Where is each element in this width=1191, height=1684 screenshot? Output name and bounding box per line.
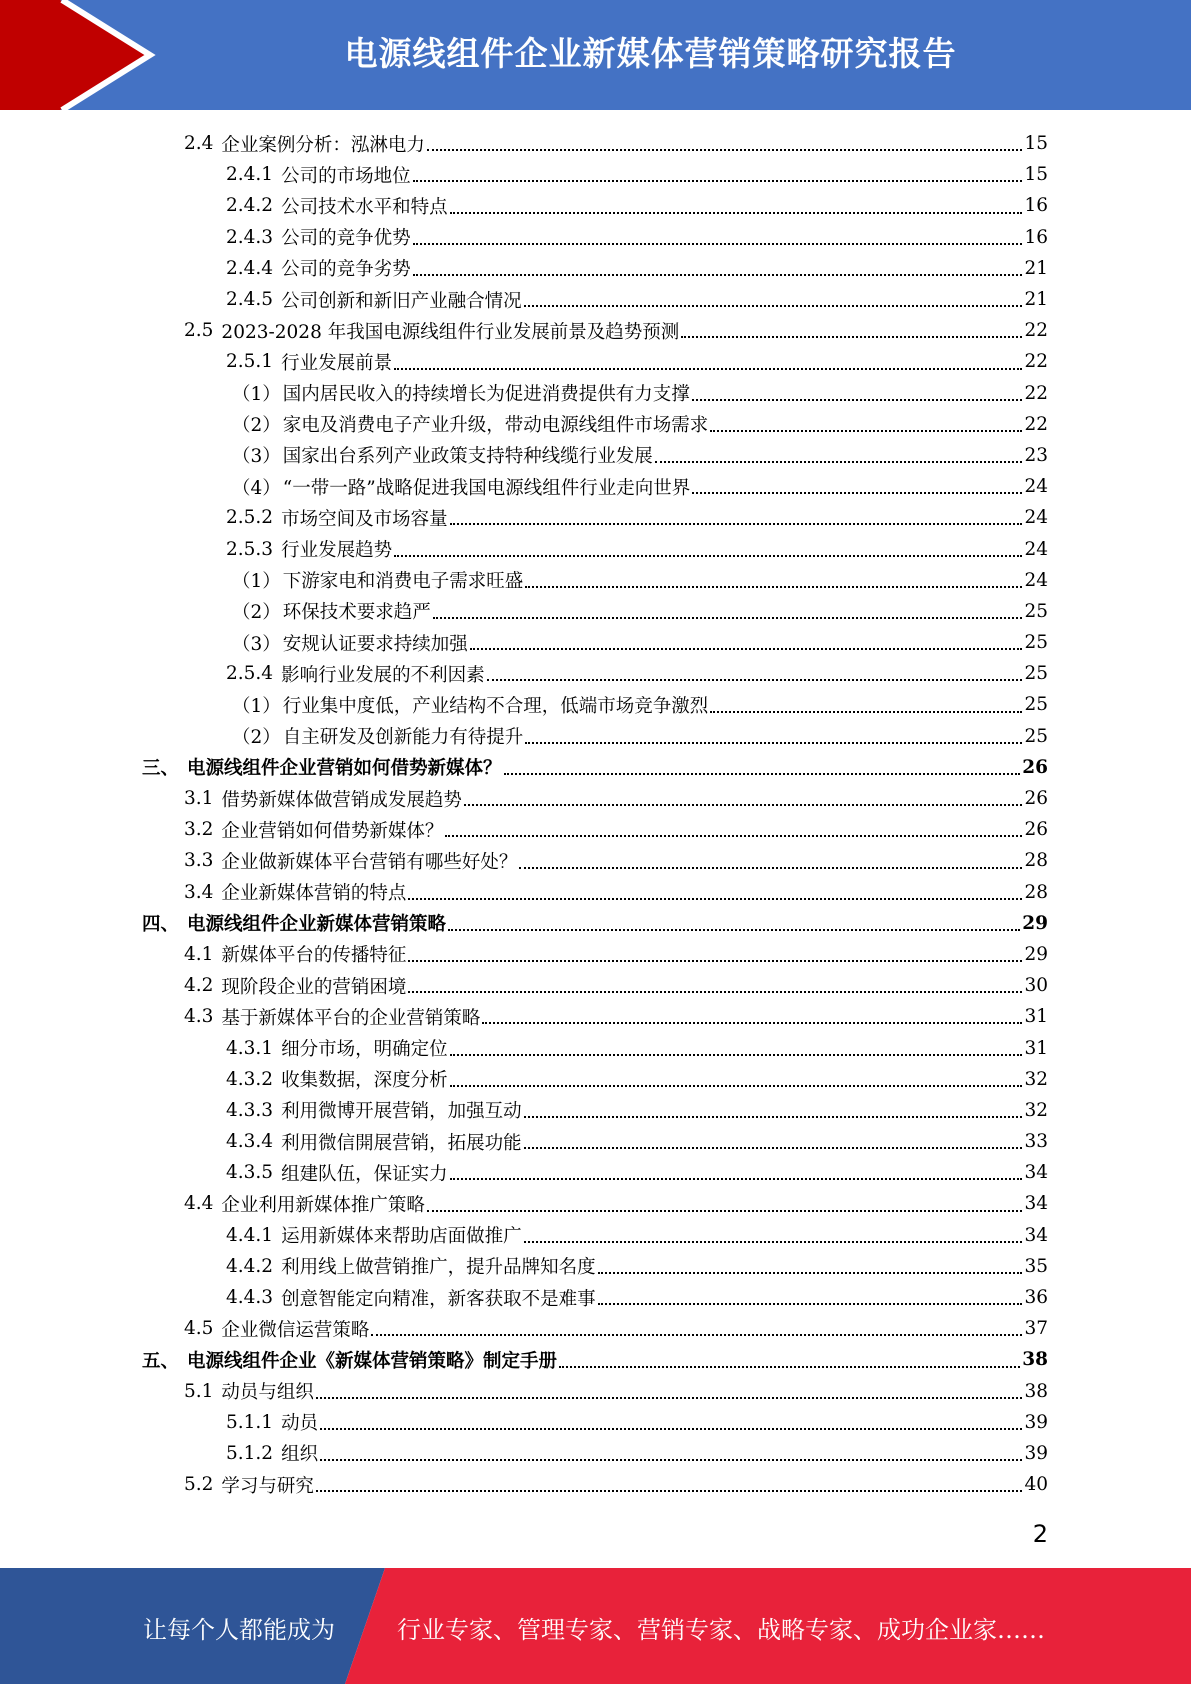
- footer-slogan-left: 让每个人都能成为: [143, 1616, 335, 1644]
- toc-entry-number: 3.3: [184, 850, 214, 872]
- toc-entry-page: 25: [1024, 600, 1048, 622]
- toc-entry-number: 2.5.1: [226, 351, 274, 373]
- toc-entry-title: 收集数据，深度分析: [281, 1070, 448, 1092]
- toc-dot-leader: [450, 1084, 1023, 1087]
- toc-entry-page: 29: [1022, 912, 1048, 934]
- toc-entry-title: 影响行业发展的不利因素: [281, 664, 485, 686]
- toc-dot-leader: [524, 304, 1023, 307]
- toc-entry-title: 新媒体平台的传播特征: [221, 945, 407, 967]
- toc-entry-page: 16: [1024, 195, 1048, 217]
- toc-entry[interactable]: [142, 658, 1048, 689]
- toc-entry-page: 34: [1024, 1224, 1048, 1246]
- toc-entry[interactable]: [142, 596, 1048, 627]
- toc-entry-title: 电源线组件企业营销如何借势新媒体？: [187, 758, 502, 780]
- toc-entry[interactable]: [142, 378, 1048, 409]
- header-title: 电源线组件企业新媒体营销策略研究报告: [344, 34, 957, 73]
- toc-entry[interactable]: [142, 315, 1048, 346]
- toc-entry-title: 安规认证要求持续加强: [282, 633, 468, 655]
- toc-entry-page: 39: [1024, 1442, 1048, 1464]
- toc-dot-leader: [519, 866, 1022, 869]
- toc-entry-title: 公司的竞争劣势: [281, 259, 411, 281]
- toc-entry[interactable]: [142, 1344, 1048, 1375]
- toc-entry-title: 企业利用新媒体推广策略: [221, 1194, 425, 1216]
- toc-entry[interactable]: [142, 814, 1048, 845]
- toc-entry[interactable]: [142, 502, 1048, 533]
- toc-dot-leader: [448, 928, 1020, 931]
- toc-dot-leader: [433, 616, 1023, 619]
- toc-dot-leader: [710, 710, 1022, 713]
- toc-entry[interactable]: [142, 970, 1048, 1001]
- toc-entry-page: 30: [1024, 975, 1048, 997]
- toc-entry[interactable]: [142, 1095, 1048, 1126]
- toc-entry-page: 40: [1024, 1474, 1048, 1496]
- toc-entry-number: 4.1: [184, 943, 214, 965]
- toc-entry-page: 24: [1024, 507, 1048, 529]
- toc-entry-page: 38: [1022, 1349, 1048, 1371]
- toc-entry-number: 5.1.1: [226, 1411, 274, 1433]
- toc-entry-number: 4.4.3: [226, 1287, 274, 1309]
- toc-entry-page: 34: [1024, 1162, 1048, 1184]
- toc-dot-leader: [710, 429, 1022, 432]
- toc-entry[interactable]: [142, 1220, 1048, 1251]
- toc-entry-number: 四、: [142, 914, 180, 936]
- toc-dot-leader: [408, 959, 1022, 962]
- toc-dot-leader: [316, 1396, 1023, 1399]
- toc-entry-title: 企业案例分析：泓淋电力: [221, 134, 425, 156]
- toc-entry-title: 细分市场，明确定位: [281, 1039, 448, 1061]
- toc-entry-page: 15: [1024, 164, 1048, 186]
- toc-entry[interactable]: [142, 533, 1048, 564]
- toc-entry-page: 31: [1024, 1006, 1048, 1028]
- toc-dot-leader: [450, 211, 1023, 214]
- page-header: [0, 0, 1191, 110]
- toc-entry-title: 下游家电和消费电子需求旺盛: [282, 571, 524, 593]
- toc-entry-title: 运用新媒体来帮助店面做推广: [281, 1226, 522, 1248]
- toc-entry-number: （1）: [232, 384, 281, 406]
- toc-entry-number: 2.4.3: [226, 226, 274, 248]
- toc-entry[interactable]: [142, 1282, 1048, 1313]
- toc-entry-title: 企业营销如何借势新媒体？: [221, 820, 444, 842]
- toc-entry-title: 环保技术要求趋严: [282, 602, 431, 624]
- toc-entry-number: 3.2: [184, 819, 214, 841]
- toc-entry-number: 3.1: [184, 788, 214, 810]
- toc-entry[interactable]: [142, 1064, 1048, 1095]
- toc-entry-title: 现阶段企业的营销困境: [221, 976, 407, 998]
- toc-dot-leader: [524, 1146, 1023, 1149]
- toc-entry[interactable]: [142, 284, 1048, 315]
- toc-entry-number: 4.3.1: [226, 1037, 274, 1059]
- toc-entry-title: 组织: [281, 1444, 319, 1466]
- toc-entry[interactable]: [142, 783, 1048, 814]
- toc-entry[interactable]: [142, 939, 1048, 970]
- toc-entry-number: 4.4: [184, 1193, 214, 1215]
- toc-entry-page: 33: [1024, 1131, 1048, 1153]
- toc-dot-leader: [692, 398, 1023, 401]
- toc-entry[interactable]: [142, 253, 1048, 284]
- toc-entry-page: 22: [1024, 382, 1048, 404]
- toc-dot-leader: [598, 1271, 1023, 1274]
- toc-entry-number: 5.2: [184, 1474, 214, 1496]
- toc-entry[interactable]: [142, 752, 1048, 783]
- toc-entry-page: 31: [1024, 1037, 1048, 1059]
- toc-entry-page: 24: [1024, 476, 1048, 498]
- toc-entry-number: 三、: [142, 758, 180, 780]
- toc-entry-number: （3）: [232, 633, 281, 655]
- toc-entry-number: （2）: [232, 727, 281, 749]
- toc-dot-leader: [427, 148, 1023, 151]
- toc-entry[interactable]: [142, 845, 1048, 876]
- toc-entry-number: 2.4.4: [226, 257, 274, 279]
- toc-entry-page: 37: [1024, 1318, 1048, 1340]
- toc-entry-title: 借势新媒体做营销成发展趋势: [221, 789, 462, 811]
- toc-entry-page: 26: [1024, 788, 1048, 810]
- toc-dot-leader: [408, 990, 1022, 993]
- toc-dot-leader: [427, 1209, 1023, 1212]
- toc-entry[interactable]: [142, 1376, 1048, 1407]
- toc-dot-leader: [450, 1053, 1023, 1056]
- toc-entry-number: （4）: [232, 477, 281, 499]
- toc-entry-title: 行业发展趋势: [281, 540, 393, 562]
- toc-entry-page: 36: [1024, 1287, 1048, 1309]
- toc-entry-number: 4.3.5: [226, 1162, 274, 1184]
- toc-entry-number: 4.2: [184, 975, 214, 997]
- toc-entry[interactable]: [142, 222, 1048, 253]
- toc-entry-page: 35: [1024, 1255, 1048, 1277]
- toc-entry-page: 21: [1024, 289, 1048, 311]
- footer-slogan-right: 行业专家、管理专家、营销专家、战略专家、成功企业家……: [397, 1616, 1045, 1644]
- toc-entry-page: 22: [1024, 413, 1048, 435]
- toc-entry-title: 家电及消费电子产业升级，带动电源线组件市场需求: [282, 415, 709, 437]
- toc-entry-page: 24: [1024, 569, 1048, 591]
- toc-entry-number: 5.1: [184, 1380, 214, 1402]
- toc-entry[interactable]: [142, 1032, 1048, 1063]
- toc-entry-number: （2）: [232, 602, 281, 624]
- toc-dot-leader: [525, 741, 1022, 744]
- toc-entry-number: 2.4.5: [226, 289, 274, 311]
- table-of-contents: [142, 128, 1048, 1500]
- toc-entry-title: 公司的竞争优势: [281, 228, 411, 250]
- toc-entry[interactable]: [142, 908, 1048, 939]
- toc-entry-number: 2.5: [184, 320, 214, 342]
- toc-dot-leader: [394, 554, 1022, 557]
- toc-dot-leader: [413, 242, 1023, 245]
- toc-entry-number: 2.5.2: [226, 507, 274, 529]
- toc-entry-page: 28: [1024, 850, 1048, 872]
- toc-entry-number: （2）: [232, 415, 281, 437]
- toc-entry-title: 电源线组件企业新媒体营销策略: [187, 914, 447, 936]
- toc-entry[interactable]: [142, 128, 1048, 159]
- toc-dot-leader: [655, 460, 1023, 463]
- toc-entry[interactable]: [142, 1407, 1048, 1438]
- toc-entry-number: 4.5: [184, 1318, 214, 1340]
- toc-entry-title: 利用线上做营销推广，提升品牌知名度: [281, 1257, 596, 1279]
- toc-entry[interactable]: [142, 627, 1048, 658]
- toc-entry-number: 4.3.3: [226, 1099, 274, 1121]
- toc-entry-number: （1）: [232, 571, 281, 593]
- toc-entry-number: （3）: [232, 446, 281, 468]
- toc-entry-title: 自主研发及创新能力有待提升: [282, 727, 524, 749]
- toc-entry-title: 企业做新媒体平台营销有哪些好处？: [221, 851, 518, 873]
- toc-entry-title: 学习与研究: [221, 1475, 314, 1497]
- toc-entry-title: 公司技术水平和特点: [281, 196, 448, 218]
- toc-entry-number: 2.5.4: [226, 663, 274, 685]
- toc-entry-number: 五、: [142, 1350, 180, 1372]
- toc-dot-leader: [559, 1365, 1020, 1368]
- toc-dot-leader: [681, 335, 1022, 338]
- toc-entry-title: 公司创新和新旧产业融合情况: [281, 290, 522, 312]
- toc-entry-title: 行业发展前景: [281, 352, 393, 374]
- toc-entry[interactable]: [142, 721, 1048, 752]
- toc-entry[interactable]: [142, 1438, 1048, 1469]
- toc-entry-page: 38: [1024, 1380, 1048, 1402]
- toc-dot-leader: [394, 367, 1022, 370]
- toc-dot-leader: [504, 772, 1021, 775]
- toc-entry-number: 4.4.2: [226, 1255, 274, 1277]
- toc-entry-page: 29: [1024, 943, 1048, 965]
- toc-entry-page: 15: [1024, 133, 1048, 155]
- toc-dot-leader: [413, 273, 1023, 276]
- toc-dot-leader: [692, 491, 1022, 494]
- toc-dot-leader: [320, 1458, 1022, 1461]
- toc-entry-number: 4.4.1: [226, 1224, 274, 1246]
- toc-entry-title: “一带一路”战略促进我国电源线组件行业走向世界: [282, 477, 691, 499]
- toc-dot-leader: [470, 647, 1023, 650]
- toc-entry-page: 23: [1024, 444, 1048, 466]
- toc-entry-page: 32: [1024, 1068, 1048, 1090]
- toc-entry[interactable]: [142, 1157, 1048, 1188]
- toc-dot-leader: [408, 897, 1022, 900]
- toc-entry-number: （1）: [232, 695, 281, 717]
- toc-entry[interactable]: [142, 471, 1048, 502]
- toc-entry-number: 2.4.2: [226, 195, 274, 217]
- toc-entry-title: 企业微信运营策略: [221, 1319, 370, 1341]
- toc-entry-number: 4.3.2: [226, 1068, 274, 1090]
- toc-entry-page: 25: [1024, 663, 1048, 685]
- toc-entry-title: 利用微博开展营销，加强互动: [281, 1101, 522, 1123]
- toc-entry[interactable]: [142, 1313, 1048, 1344]
- toc-dot-leader: [487, 678, 1023, 681]
- toc-entry[interactable]: [142, 1188, 1048, 1219]
- page-footer: [0, 1568, 1191, 1684]
- toc-entry[interactable]: [142, 565, 1048, 596]
- toc-entry-title: 创意智能定向精准，新客获取不是难事: [281, 1288, 596, 1310]
- toc-entry-title: 行业集中度低，产业结构不合理，低端市场竞争激烈: [282, 695, 709, 717]
- toc-entry-title: 动员与组织: [221, 1382, 314, 1404]
- toc-entry-number: 3.4: [184, 881, 214, 903]
- toc-dot-leader: [598, 1302, 1023, 1305]
- toc-entry-title: 企业新媒体营销的特点: [221, 883, 407, 905]
- toc-entry-page: 32: [1024, 1099, 1048, 1121]
- toc-dot-leader: [482, 1021, 1022, 1024]
- toc-entry-page: 34: [1024, 1193, 1048, 1215]
- toc-entry-number: 5.1.2: [226, 1442, 274, 1464]
- toc-dot-leader: [450, 522, 1023, 525]
- toc-dot-leader: [371, 1333, 1022, 1336]
- toc-entry-page: 25: [1024, 694, 1048, 716]
- toc-dot-leader: [445, 834, 1022, 837]
- toc-entry-number: 4.3: [184, 1006, 214, 1028]
- toc-dot-leader: [464, 803, 1023, 806]
- toc-entry[interactable]: [142, 1251, 1048, 1282]
- toc-entry-title: 电源线组件企业《新媒体营销策略》制定手册: [187, 1350, 558, 1372]
- toc-dot-leader: [316, 1489, 1023, 1492]
- toc-entry-number: 2.4.1: [226, 164, 274, 186]
- toc-dot-leader: [320, 1427, 1022, 1430]
- toc-entry[interactable]: [142, 1001, 1048, 1032]
- toc-entry-title: 国内居民收入的持续增长为促进消费提供有力支撑: [282, 384, 690, 406]
- toc-entry-title: 基于新媒体平台的企业营销策略: [221, 1007, 481, 1029]
- toc-entry-page: 39: [1024, 1411, 1048, 1433]
- toc-entry-page: 25: [1024, 632, 1048, 654]
- toc-entry[interactable]: [142, 159, 1048, 190]
- toc-entry-page: 26: [1024, 819, 1048, 841]
- toc-entry-title: 国家出台系列产业政策支持特种线缆行业发展: [282, 446, 653, 468]
- toc-entry-title: 市场空间及市场容量: [281, 508, 448, 530]
- toc-entry-page: 25: [1024, 725, 1048, 747]
- toc-entry[interactable]: [142, 1469, 1048, 1500]
- toc-entry-page: 24: [1024, 538, 1048, 560]
- toc-dot-leader: [524, 1240, 1023, 1243]
- page-number: 2: [1032, 1520, 1048, 1548]
- toc-entry-title: 组建队伍，保证实力: [281, 1163, 448, 1185]
- toc-entry[interactable]: [142, 409, 1048, 440]
- toc-entry-number: 2.4: [184, 133, 214, 155]
- toc-entry[interactable]: [142, 190, 1048, 221]
- toc-entry-title: 2023-2028 年我国电源线组件行业发展前景及趋势预测: [221, 321, 680, 343]
- header-red-arrow: [0, 0, 150, 110]
- toc-entry[interactable]: [142, 1126, 1048, 1157]
- toc-entry-title: 动员: [281, 1413, 319, 1435]
- toc-entry-page: 28: [1024, 881, 1048, 903]
- toc-entry-page: 21: [1024, 257, 1048, 279]
- toc-dot-leader: [413, 179, 1023, 182]
- toc-entry[interactable]: [142, 877, 1048, 908]
- toc-entry[interactable]: [142, 689, 1048, 720]
- toc-entry[interactable]: [142, 440, 1048, 471]
- toc-dot-leader: [524, 1115, 1023, 1118]
- toc-entry-page: 22: [1024, 320, 1048, 342]
- toc-entry-title: 公司的市场地位: [281, 165, 411, 187]
- toc-entry-page: 16: [1024, 226, 1048, 248]
- toc-entry[interactable]: [142, 346, 1048, 377]
- toc-entry-page: 26: [1022, 756, 1048, 778]
- toc-dot-leader: [450, 1177, 1023, 1180]
- toc-entry-title: 利用微信開展营销，拓展功能: [281, 1132, 522, 1154]
- toc-entry-number: 4.3.4: [226, 1131, 274, 1153]
- toc-entry-page: 22: [1024, 351, 1048, 373]
- toc-entry-number: 2.5.3: [226, 538, 274, 560]
- toc-dot-leader: [525, 585, 1022, 588]
